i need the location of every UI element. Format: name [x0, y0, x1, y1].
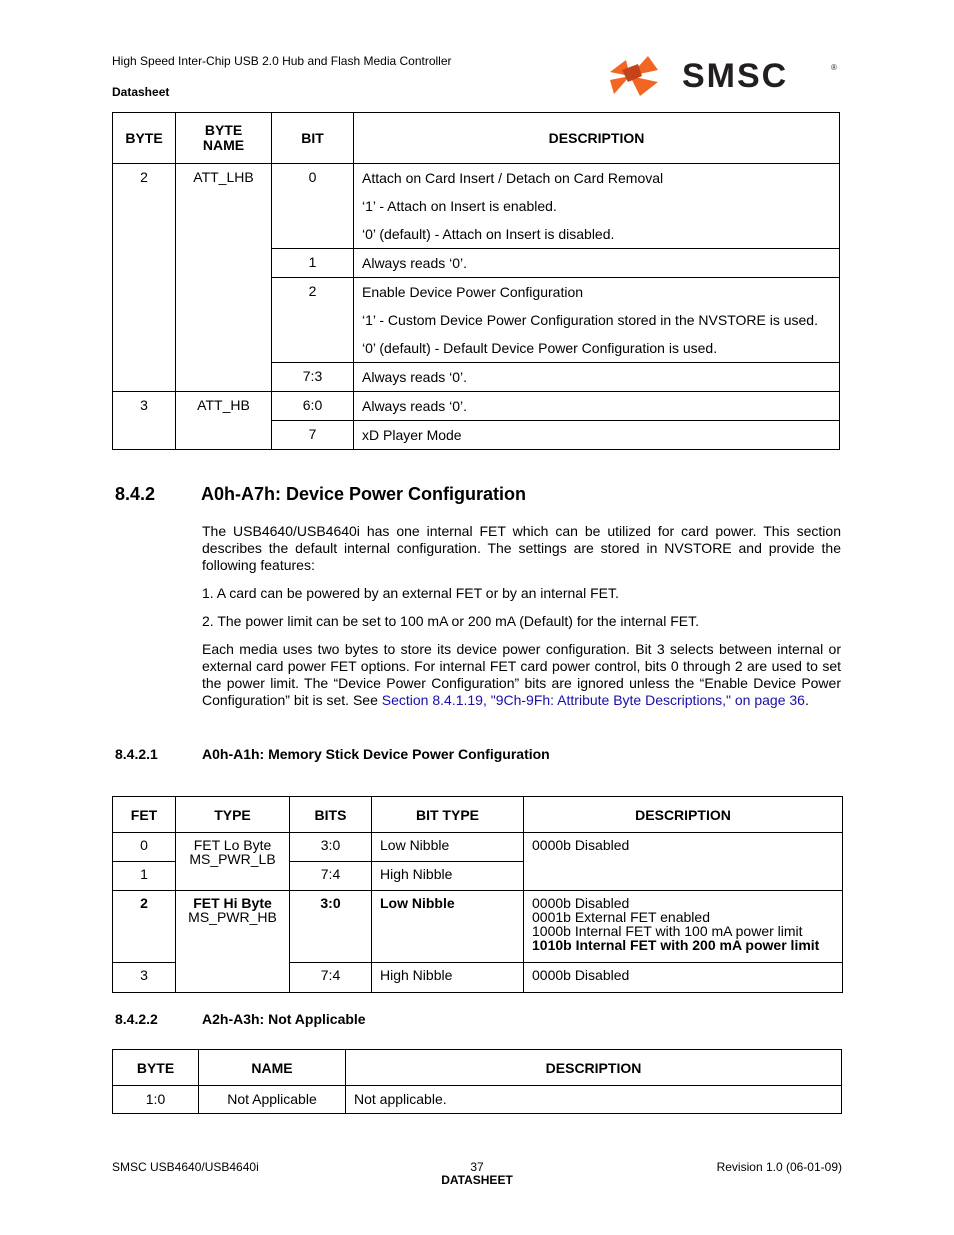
col-header-description: DESCRIPTION — [354, 113, 840, 164]
description-cell: 0000b Disabled — [524, 963, 843, 993]
subsection-heading — [115, 746, 550, 762]
type-cell — [176, 833, 290, 891]
bits-cell: 7:4 — [290, 862, 372, 891]
description-line: 0000b Disabled — [532, 895, 630, 911]
byte-cell: 1:0 — [113, 1086, 199, 1114]
subsection-title: A2h-A3h: Not Applicable — [202, 1011, 366, 1027]
subsection-heading — [115, 1011, 366, 1027]
type-line: MS_PWR_LB — [189, 851, 276, 867]
intro-paragraph: The USB4640/USB4640i has one internal FET which can be utilized for card power. This section describes the default internal configuration. The settings are stored in NVSTORE and provide the following features: — [202, 523, 841, 573]
footer-product: SMSC USB4640/USB4640i — [112, 1160, 259, 1174]
fet-cell: 1 — [113, 862, 176, 891]
col-header-description: DESCRIPTION — [346, 1050, 842, 1086]
bit-cell: 1 — [272, 249, 354, 278]
ms-power-config-table — [112, 796, 843, 993]
bit-cell: 2 — [272, 278, 354, 363]
col-header-byte-name: BYTE NAME — [176, 113, 272, 164]
description-cell — [354, 363, 840, 392]
subsection-number: 8.4.2.1 — [115, 746, 158, 762]
type-line: FET Lo Byte — [193, 837, 272, 853]
section-cross-reference-link[interactable]: Section 8.4.1.19, "9Ch-9Fh: Attribute Byte Descriptions," on page 36 — [381, 692, 805, 708]
col-header-byte: BYTE — [113, 1050, 199, 1086]
description-cell: Not applicable. — [346, 1086, 842, 1114]
byte-name-cell: ATT_HB — [176, 392, 272, 450]
byte-name-cell: ATT_LHB — [176, 164, 272, 392]
col-header-bits: BITS — [290, 797, 372, 833]
description-line: 1010b Internal FET with 200 mA power limit — [532, 937, 820, 953]
smsc-logo — [608, 54, 840, 98]
fet-cell: 3 — [113, 963, 176, 993]
table-row — [113, 833, 843, 862]
registered-mark: ® — [831, 63, 837, 72]
bit-cell: 0 — [272, 164, 354, 249]
description-line: ‘1’ - Attach on Insert is enabled. — [362, 198, 557, 214]
col-header-byte: BYTE — [113, 113, 176, 164]
description-cell — [354, 392, 840, 421]
bit-cell: 7:3 — [272, 363, 354, 392]
byte-cell: 3 — [113, 392, 176, 450]
section-title: A0h-A7h: Device Power Configuration — [201, 484, 527, 504]
description-line: ‘1’ - Custom Device Power Configuration stored in the NVSTORE is used. — [362, 312, 818, 328]
feature-item-1: 1. A card can be powered by an external FET or by an internal FET. — [202, 585, 619, 601]
smsc-logo-graphic — [608, 54, 840, 98]
bit-cell: 7 — [272, 421, 354, 450]
table-row — [113, 1086, 842, 1114]
footer-page-number: 37 — [470, 1160, 484, 1174]
byte-cell: 2 — [113, 164, 176, 392]
bit-type-cell: Low Nibble — [372, 891, 524, 963]
description-line: Always reads ‘0’. — [362, 255, 468, 271]
footer-revision: Revision 1.0 (06-01-09) — [716, 1160, 842, 1174]
table-row — [113, 891, 843, 963]
detail-paragraph — [202, 641, 841, 709]
description-cell — [524, 891, 843, 963]
logo-text: SMSC — [682, 57, 789, 95]
bit-cell: 6:0 — [272, 392, 354, 421]
bit-type-cell: High Nibble — [372, 862, 524, 891]
description-cell — [354, 249, 840, 278]
bits-cell: 7:4 — [290, 963, 372, 993]
description-line: 1000b Internal FET with 100 mA power limit — [532, 923, 803, 939]
fet-cell: 2 — [113, 891, 176, 963]
description-line: xD Player Mode — [362, 427, 462, 443]
description-cell — [354, 164, 840, 249]
name-cell: Not Applicable — [199, 1086, 346, 1114]
description-line: Attach on Card Insert / Detach on Card Removal — [362, 170, 664, 186]
col-header-bit: BIT — [272, 113, 354, 164]
description-line: Always reads ‘0’. — [362, 398, 468, 414]
col-header-name: NAME — [199, 1050, 346, 1086]
description-line: ‘0’ (default) - Attach on Insert is disabled. — [362, 226, 615, 242]
bits-cell: 3:0 — [290, 891, 372, 963]
table-row — [113, 164, 840, 249]
col-header-description: DESCRIPTION — [524, 797, 843, 833]
description-cell: 0000b Disabled — [524, 833, 843, 891]
col-header-bit-type: BIT TYPE — [372, 797, 524, 833]
type-cell — [176, 891, 290, 993]
description-line: 0001b External FET enabled — [532, 909, 710, 925]
description-cell — [354, 421, 840, 450]
subsection-number: 8.4.2.2 — [115, 1011, 158, 1027]
subsection-title: A0h-A1h: Memory Stick Device Power Configuration — [202, 746, 550, 762]
col-header-type: TYPE — [176, 797, 290, 833]
document-type: Datasheet — [112, 85, 170, 99]
detail-paragraph-text: Each media uses two bytes to store its device power configuration. Bit 3 selects between internal or external card power FET options. For internal FET card power control, bits 0 through 2 are used to set the power limit. The “Device Power Configuration” bits are ignored unless the “Enable Device Power Configuration” bit is set. See — [202, 641, 841, 708]
document-title: High Speed Inter-Chip USB 2.0 Hub and Flash Media Controller — [112, 54, 452, 68]
not-applicable-table — [112, 1049, 842, 1114]
description-cell — [354, 278, 840, 363]
footer-datasheet-label: DATASHEET — [441, 1173, 513, 1187]
section-number: 8.4.2 — [115, 484, 156, 504]
attribute-bytes-table — [112, 112, 840, 450]
fet-cell: 0 — [113, 833, 176, 862]
detail-paragraph-end: . — [804, 692, 809, 708]
type-line: MS_PWR_HB — [188, 909, 277, 925]
description-line: Enable Device Power Configuration — [362, 284, 584, 300]
table-row — [113, 392, 840, 421]
section-heading — [115, 484, 526, 505]
feature-item-2: 2. The power limit can be set to 100 mA or 200 mA (Default) for the internal FET. — [202, 613, 699, 629]
description-line: Always reads ‘0’. — [362, 369, 468, 385]
description-line: ‘0’ (default) - Default Device Power Configuration is used. — [362, 340, 718, 356]
col-header-fet: FET — [113, 797, 176, 833]
type-line: FET Hi Byte — [193, 895, 272, 911]
bit-type-cell: High Nibble — [372, 963, 524, 993]
bits-cell: 3:0 — [290, 833, 372, 862]
bit-type-cell: Low Nibble — [372, 833, 524, 862]
